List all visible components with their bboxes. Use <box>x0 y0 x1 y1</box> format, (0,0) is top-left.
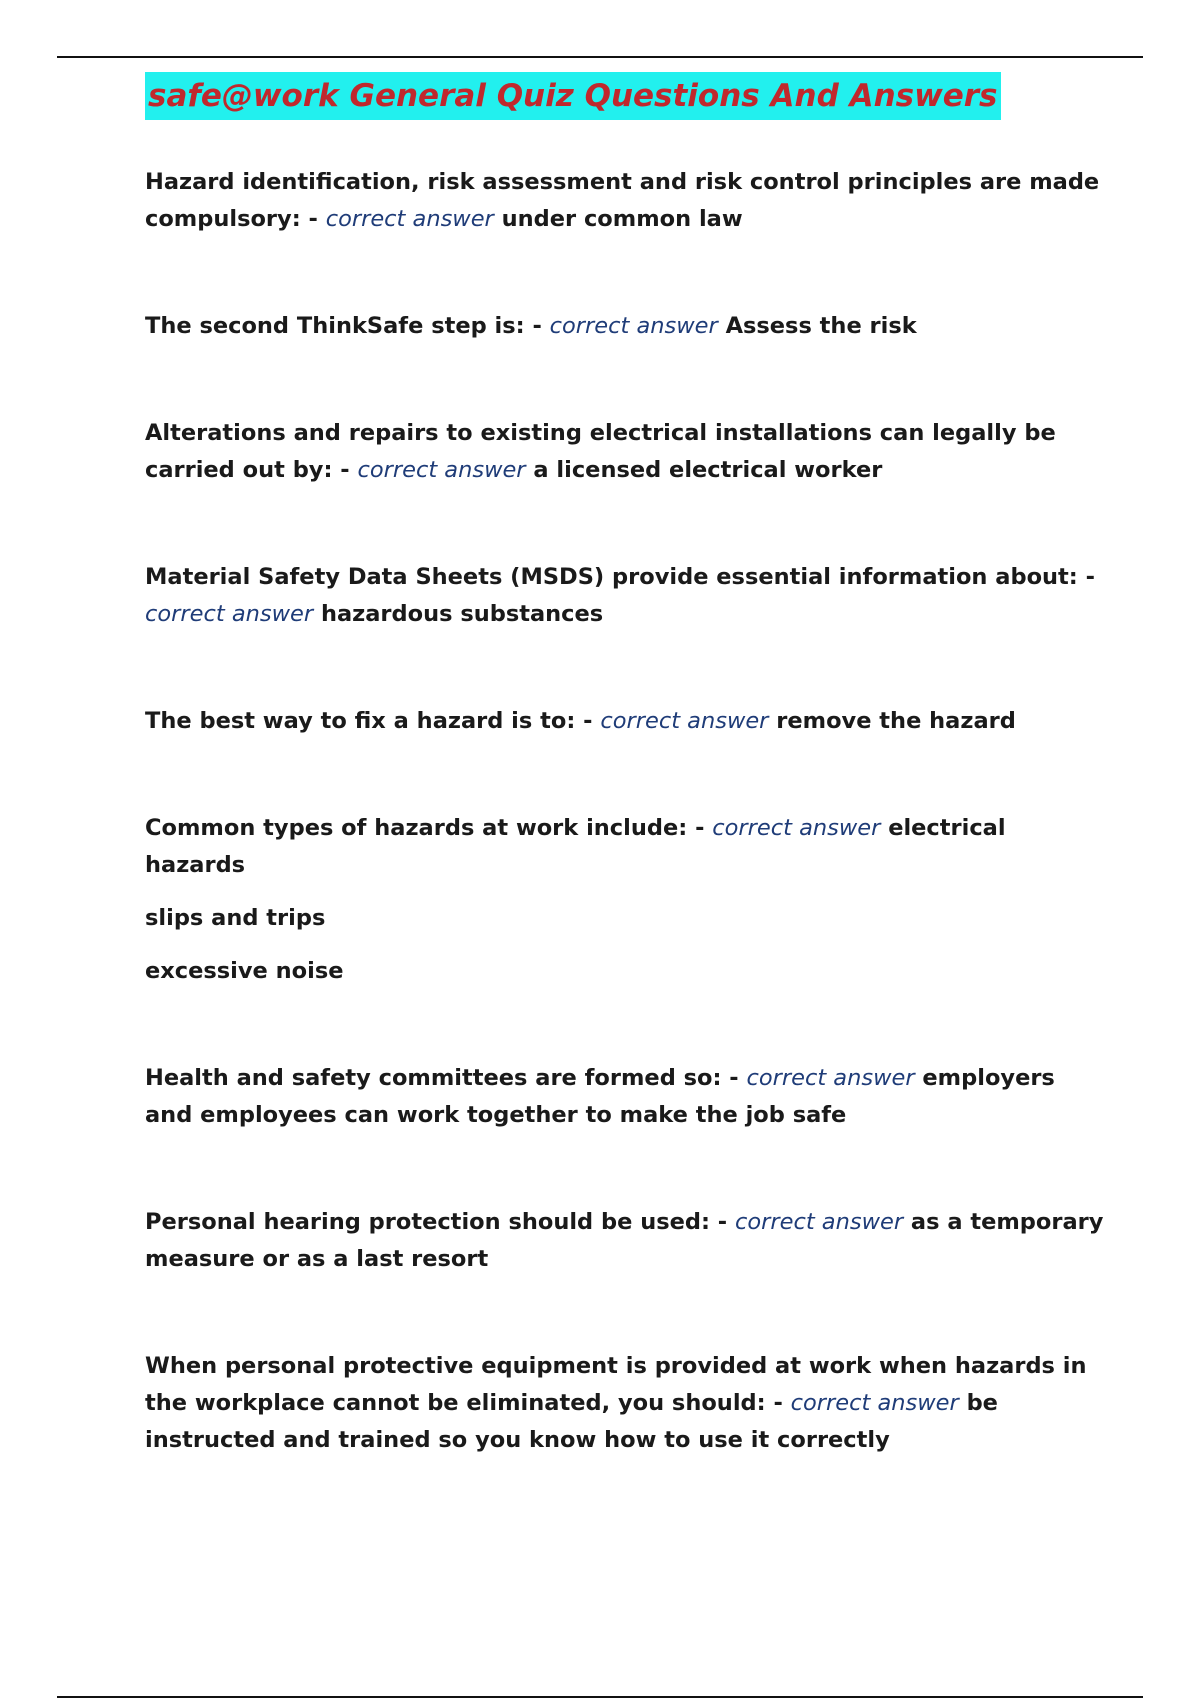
qa-item <box>145 810 1105 990</box>
answer-text: be instructed and trained so you know how to use it correctly <box>145 1390 998 1453</box>
question-text: Common types of hazards at work include: - <box>145 815 713 841</box>
correct-answer-label: correct answer <box>357 457 526 483</box>
qa-item <box>145 308 1105 345</box>
qa-item <box>145 1204 1105 1278</box>
answer-text: electrical hazards <box>145 815 1006 878</box>
question-text: Health and safety committees are formed so: - <box>145 1065 747 1091</box>
answer-text: Assess the risk <box>725 313 917 339</box>
correct-answer-label: correct answer <box>145 601 314 627</box>
correct-answer-label: correct answer <box>600 708 769 734</box>
correct-answer-label: correct answer <box>790 1390 959 1416</box>
qa-item <box>145 703 1105 740</box>
answer-continuation: slips and trips <box>145 905 326 931</box>
qa-item <box>145 559 1105 633</box>
question-text: Personal hearing protection should be used: - <box>145 1209 735 1235</box>
question-text: When personal protective equipment is provided at work when hazards in the workplace cannot be eliminated, you should: - <box>145 1353 1087 1416</box>
correct-answer-label: correct answer <box>712 815 881 841</box>
correct-answer-label: correct answer <box>549 313 718 339</box>
qa-item <box>145 1348 1105 1459</box>
qa-list <box>145 164 1105 1459</box>
answer-continuation: excessive noise <box>145 958 344 984</box>
answer-text: under common law <box>501 206 743 232</box>
answer-text: remove the hazard <box>776 708 1016 734</box>
answer-text: a licensed electrical worker <box>533 457 883 483</box>
bottom-rule <box>57 1696 1143 1698</box>
answer-text: hazardous substances <box>320 601 604 627</box>
qa-item <box>145 1060 1105 1134</box>
correct-answer-label: correct answer <box>746 1065 915 1091</box>
answer-text: employers and employees can work together to make the job safe <box>145 1065 1055 1128</box>
qa-item <box>145 164 1105 238</box>
correct-answer-label: correct answer <box>325 206 494 232</box>
correct-answer-label: correct answer <box>734 1209 904 1235</box>
qa-item <box>145 415 1105 489</box>
question-text: Material Safety Data Sheets (MSDS) provide essential information about: - <box>145 564 1095 590</box>
question-text: Hazard identification, risk assessment and risk control principles are made compulsory: - <box>145 169 1100 232</box>
document-title: safe@work General Quiz Questions And Answers <box>145 72 1001 120</box>
question-text: The best way to fix a hazard is to: - <box>145 708 601 734</box>
document-body <box>145 72 1105 1459</box>
question-text: The second ThinkSafe step is: - <box>145 313 550 339</box>
answer-text: as a temporary measure or as a last resort <box>145 1209 1104 1272</box>
top-rule <box>57 56 1143 58</box>
question-text: Alterations and repairs to existing electrical installations can legally be carried out by: - <box>145 420 1056 483</box>
